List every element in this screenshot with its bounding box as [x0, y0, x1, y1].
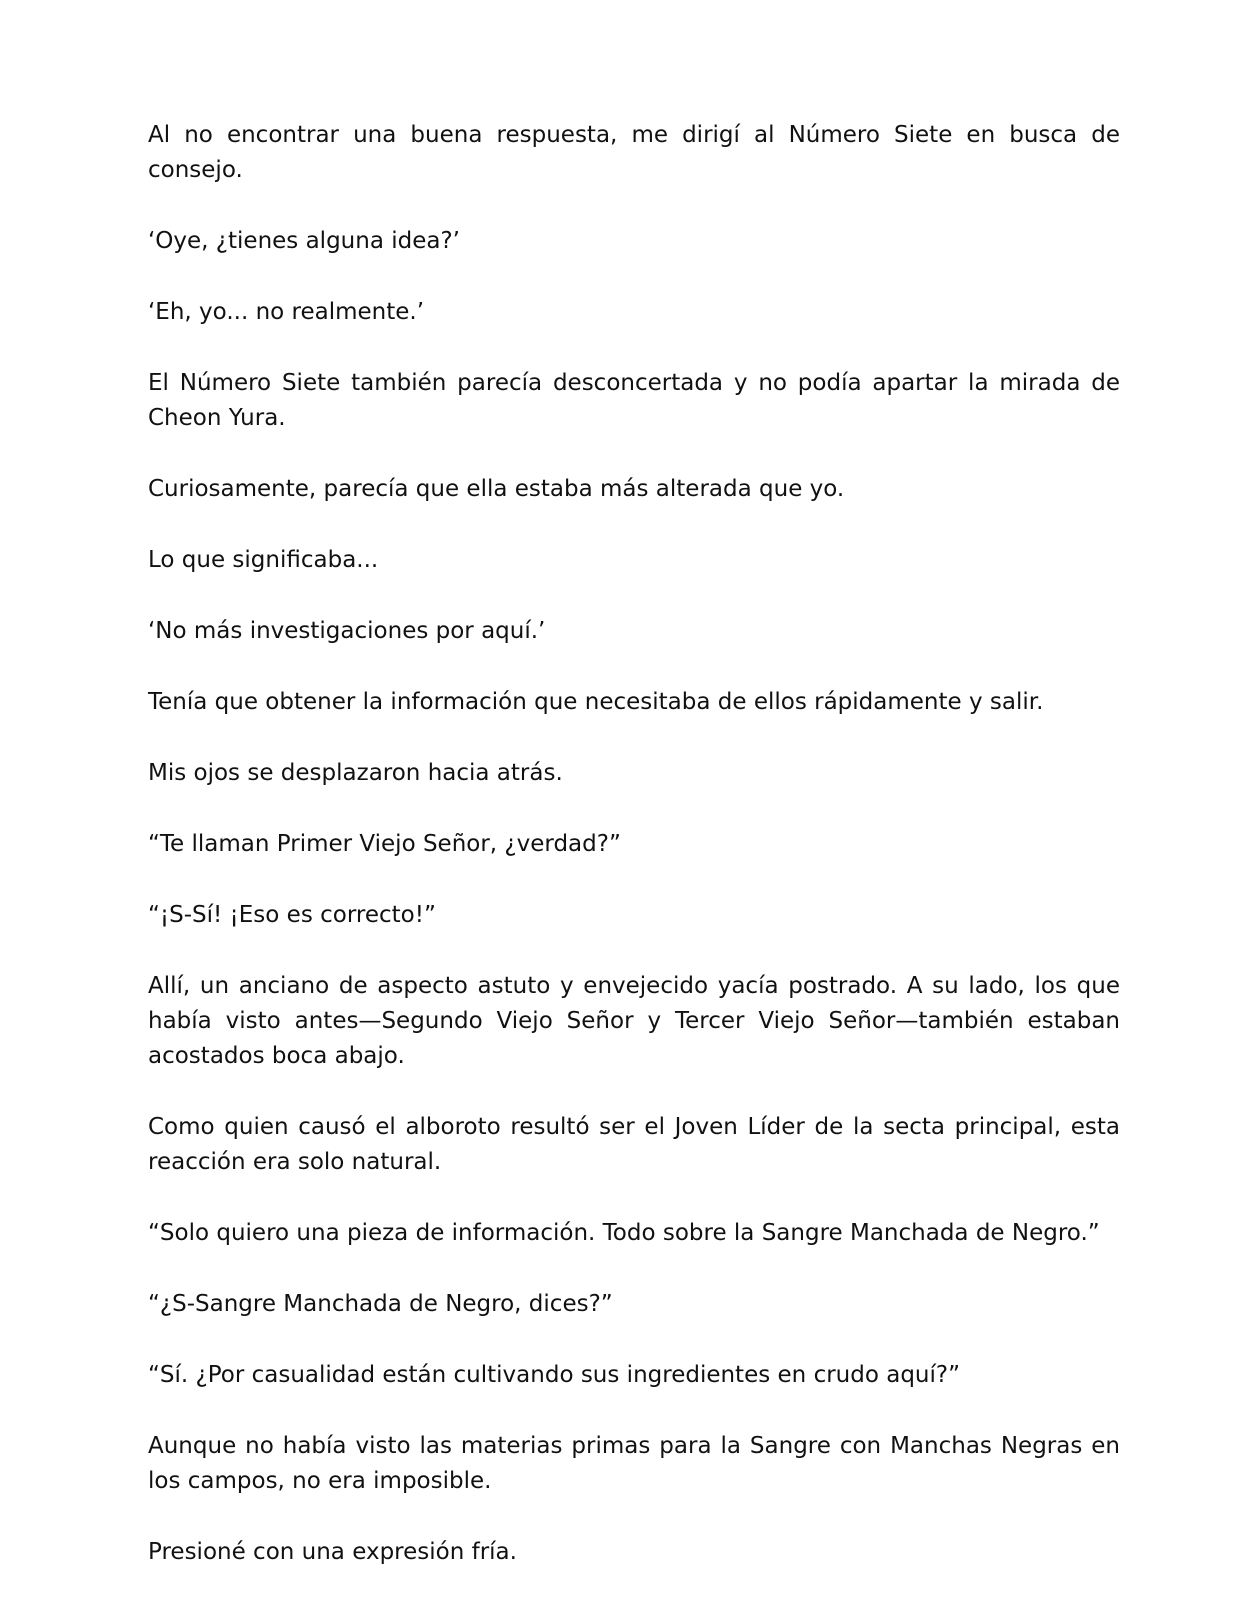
- paragraph-10: “Te llaman Primer Viejo Señor, ¿verdad?”: [148, 831, 621, 857]
- paragraph-15: “¿S-Sangre Manchada de Negro, dices?”: [148, 1291, 613, 1317]
- paragraph-3: ‘Eh, yo... no realmente.’: [148, 299, 425, 325]
- paragraph-17: Aunque no había visto las materias primas para la Sangre con Manchas Negras en los campos, no era imposible.: [148, 1433, 1120, 1494]
- paragraph-14: “Solo quiero una pieza de información. Todo sobre la Sangre Manchada de Negro.”: [148, 1220, 1100, 1246]
- paragraph-8: Tenía que obtener la información que necesitaba de ellos rápidamente y salir.: [148, 689, 1044, 715]
- paragraph-12: Allí, un anciano de aspecto astuto y envejecido yacía postrado. A su lado, los que había visto antes—Segundo Viejo Señor y Tercer Viejo Señor—también estaban acostados boca abajo.: [148, 973, 1120, 1069]
- paragraph-18: Presioné con una expresión fría.: [148, 1539, 517, 1565]
- paragraph-4: El Número Siete también parecía desconcertada y no podía apartar la mirada de Cheon Yura.: [148, 370, 1120, 431]
- paragraph-7: ‘No más investigaciones por aquí.’: [148, 618, 546, 644]
- paragraph-5: Curiosamente, parecía que ella estaba más alterada que yo.: [148, 476, 845, 502]
- document-page: [148, 118, 1120, 1606]
- paragraph-16: “Sí. ¿Por casualidad están cultivando sus ingredientes en crudo aquí?”: [148, 1362, 961, 1388]
- paragraph-6: Lo que significaba...: [148, 547, 379, 573]
- paragraph-2: ‘Oye, ¿tienes alguna idea?’: [148, 228, 460, 254]
- paragraph-11: “¡S-Sí! ¡Eso es correcto!”: [148, 902, 436, 928]
- paragraph-1: Al no encontrar una buena respuesta, me dirigí al Número Siete en busca de consejo.: [148, 122, 1120, 183]
- paragraph-13: Como quien causó el alboroto resultó ser el Joven Líder de la secta principal, esta reacción era solo natural.: [148, 1114, 1120, 1175]
- paragraph-9: Mis ojos se desplazaron hacia atrás.: [148, 760, 563, 786]
